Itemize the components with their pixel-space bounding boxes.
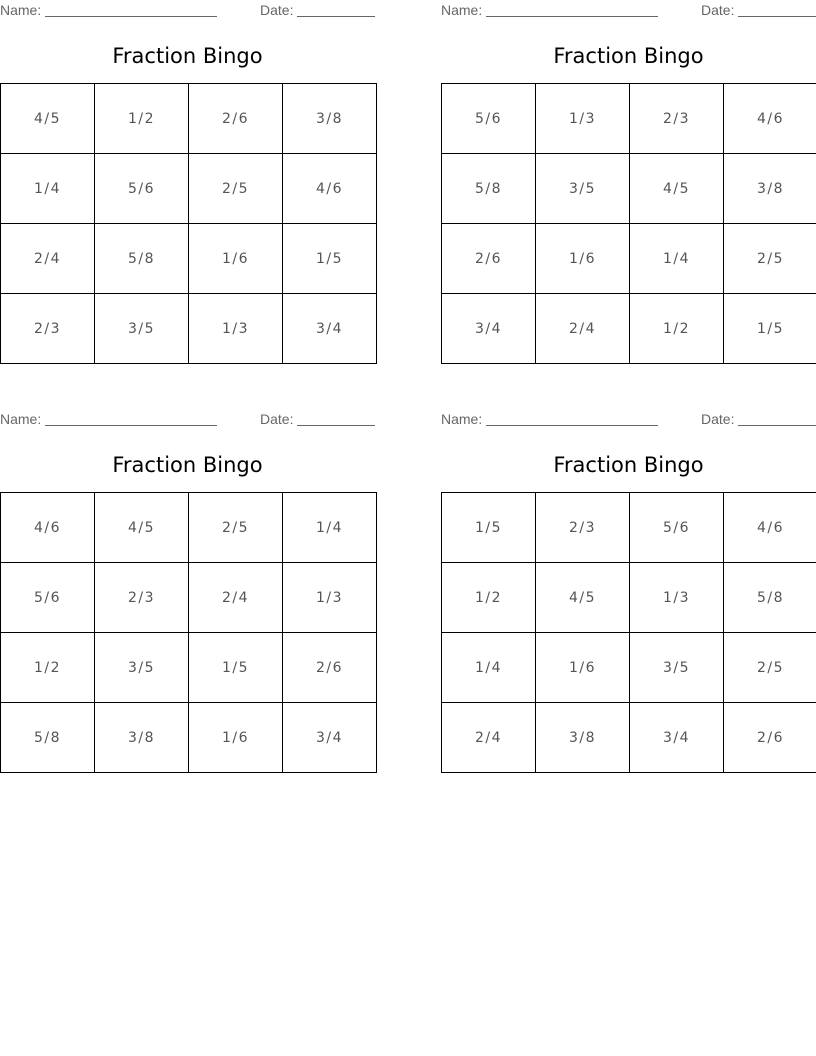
grid-cell[interactable]: 5/6 bbox=[1, 563, 95, 633]
grid-row bbox=[442, 224, 816, 294]
name-field[interactable] bbox=[486, 16, 658, 17]
date-field[interactable] bbox=[297, 425, 375, 426]
name-label: Name: bbox=[0, 2, 42, 18]
grid-row bbox=[442, 493, 816, 563]
name-field[interactable] bbox=[45, 16, 217, 17]
grid-cell[interactable]: 1/3 bbox=[189, 294, 283, 364]
name-field[interactable] bbox=[45, 425, 217, 426]
grid-row bbox=[1, 493, 377, 563]
grid-cell[interactable]: 5/8 bbox=[95, 224, 189, 294]
grid-cell[interactable]: 3/4 bbox=[283, 294, 377, 364]
grid-cell[interactable]: 4/5 bbox=[536, 563, 630, 633]
grid-cell[interactable]: 3/4 bbox=[283, 703, 377, 773]
grid-cell[interactable]: 5/6 bbox=[630, 493, 724, 563]
grid-cell[interactable]: 1/5 bbox=[724, 294, 816, 364]
grid-cell[interactable]: 3/8 bbox=[536, 703, 630, 773]
grid-row bbox=[1, 224, 377, 294]
date-label: Date: bbox=[260, 2, 294, 18]
grid-cell[interactable]: 1/4 bbox=[1, 154, 95, 224]
grid-cell[interactable]: 1/6 bbox=[189, 224, 283, 294]
grid-cell[interactable]: 2/4 bbox=[442, 703, 536, 773]
grid-cell[interactable]: 3/5 bbox=[95, 294, 189, 364]
grid-cell[interactable]: 1/5 bbox=[189, 633, 283, 703]
grid-cell[interactable]: 4/5 bbox=[95, 493, 189, 563]
grid-cell[interactable]: 4/6 bbox=[283, 154, 377, 224]
card-title: Fraction Bingo bbox=[112, 453, 263, 477]
grid-cell[interactable]: 2/4 bbox=[1, 224, 95, 294]
grid-cell[interactable]: 3/5 bbox=[630, 633, 724, 703]
grid-cell[interactable]: 4/6 bbox=[724, 493, 816, 563]
grid-row bbox=[442, 294, 816, 364]
grid-cell[interactable]: 4/6 bbox=[724, 84, 816, 154]
grid-cell[interactable]: 2/3 bbox=[1, 294, 95, 364]
grid-cell[interactable]: 4/6 bbox=[1, 493, 95, 563]
header-row bbox=[441, 411, 816, 429]
grid-cell[interactable]: 1/6 bbox=[536, 224, 630, 294]
grid-cell[interactable]: 1/4 bbox=[442, 633, 536, 703]
grid-cell[interactable]: 2/5 bbox=[189, 154, 283, 224]
grid-row bbox=[1, 294, 377, 364]
grid-row bbox=[442, 633, 816, 703]
bingo-grid bbox=[441, 492, 816, 773]
grid-cell[interactable]: 1/3 bbox=[536, 84, 630, 154]
grid-cell[interactable]: 2/6 bbox=[442, 224, 536, 294]
grid-cell[interactable]: 3/8 bbox=[283, 84, 377, 154]
bingo-grid bbox=[0, 83, 377, 364]
date-field[interactable] bbox=[738, 16, 816, 17]
grid-cell[interactable]: 4/5 bbox=[1, 84, 95, 154]
grid-row bbox=[442, 563, 816, 633]
grid-row bbox=[1, 154, 377, 224]
date-label: Date: bbox=[701, 2, 735, 18]
grid-row bbox=[442, 703, 816, 773]
bingo-card-3 bbox=[0, 409, 375, 774]
name-label: Name: bbox=[441, 2, 483, 18]
bingo-card-4 bbox=[441, 409, 816, 774]
grid-cell[interactable]: 2/6 bbox=[189, 84, 283, 154]
grid-cell[interactable]: 2/3 bbox=[95, 563, 189, 633]
grid-row bbox=[442, 84, 816, 154]
grid-cell[interactable]: 2/4 bbox=[189, 563, 283, 633]
grid-cell[interactable]: 3/8 bbox=[95, 703, 189, 773]
grid-cell[interactable]: 3/5 bbox=[536, 154, 630, 224]
grid-row bbox=[1, 633, 377, 703]
grid-cell[interactable]: 4/5 bbox=[630, 154, 724, 224]
grid-cell[interactable]: 2/3 bbox=[630, 84, 724, 154]
grid-cell[interactable]: 5/8 bbox=[442, 154, 536, 224]
grid-cell[interactable]: 1/5 bbox=[442, 493, 536, 563]
grid-cell[interactable]: 2/5 bbox=[189, 493, 283, 563]
name-field[interactable] bbox=[486, 425, 658, 426]
grid-cell[interactable]: 3/8 bbox=[724, 154, 816, 224]
grid-cell[interactable]: 1/2 bbox=[442, 563, 536, 633]
grid-cell[interactable]: 1/6 bbox=[536, 633, 630, 703]
grid-cell[interactable]: 2/6 bbox=[283, 633, 377, 703]
grid-cell[interactable]: 1/2 bbox=[95, 84, 189, 154]
grid-cell[interactable]: 5/6 bbox=[95, 154, 189, 224]
card-title: Fraction Bingo bbox=[553, 44, 704, 68]
grid-cell[interactable]: 5/8 bbox=[1, 703, 95, 773]
card-title: Fraction Bingo bbox=[553, 453, 704, 477]
grid-cell[interactable]: 2/6 bbox=[724, 703, 816, 773]
grid-row bbox=[442, 154, 816, 224]
grid-cell[interactable]: 1/3 bbox=[630, 563, 724, 633]
bingo-grid bbox=[441, 83, 816, 364]
date-label: Date: bbox=[701, 411, 735, 427]
card-title: Fraction Bingo bbox=[112, 44, 263, 68]
date-label: Date: bbox=[260, 411, 294, 427]
grid-row bbox=[1, 84, 377, 154]
grid-cell[interactable]: 1/3 bbox=[283, 563, 377, 633]
header-row bbox=[441, 2, 816, 20]
grid-cell[interactable]: 5/8 bbox=[724, 563, 816, 633]
bingo-grid bbox=[0, 492, 377, 773]
bingo-card-1 bbox=[0, 0, 375, 365]
header-row bbox=[0, 2, 375, 20]
grid-cell[interactable]: 1/5 bbox=[283, 224, 377, 294]
name-label: Name: bbox=[0, 411, 42, 427]
grid-cell[interactable]: 1/6 bbox=[189, 703, 283, 773]
grid-cell[interactable]: 5/6 bbox=[442, 84, 536, 154]
grid-cell[interactable]: 2/3 bbox=[536, 493, 630, 563]
bingo-card-2 bbox=[441, 0, 816, 365]
grid-cell[interactable]: 3/4 bbox=[630, 703, 724, 773]
grid-row bbox=[1, 563, 377, 633]
grid-cell[interactable]: 2/4 bbox=[536, 294, 630, 364]
grid-cell[interactable]: 1/4 bbox=[630, 224, 724, 294]
grid-cell[interactable]: 3/4 bbox=[442, 294, 536, 364]
grid-row bbox=[1, 703, 377, 773]
date-field[interactable] bbox=[738, 425, 816, 426]
grid-cell[interactable]: 2/5 bbox=[724, 633, 816, 703]
date-field[interactable] bbox=[297, 16, 375, 17]
grid-cell[interactable]: 3/5 bbox=[95, 633, 189, 703]
grid-cell[interactable]: 1/4 bbox=[283, 493, 377, 563]
grid-cell[interactable]: 1/2 bbox=[630, 294, 724, 364]
grid-cell[interactable]: 1/2 bbox=[1, 633, 95, 703]
grid-cell[interactable]: 2/5 bbox=[724, 224, 816, 294]
name-label: Name: bbox=[441, 411, 483, 427]
header-row bbox=[0, 411, 375, 429]
